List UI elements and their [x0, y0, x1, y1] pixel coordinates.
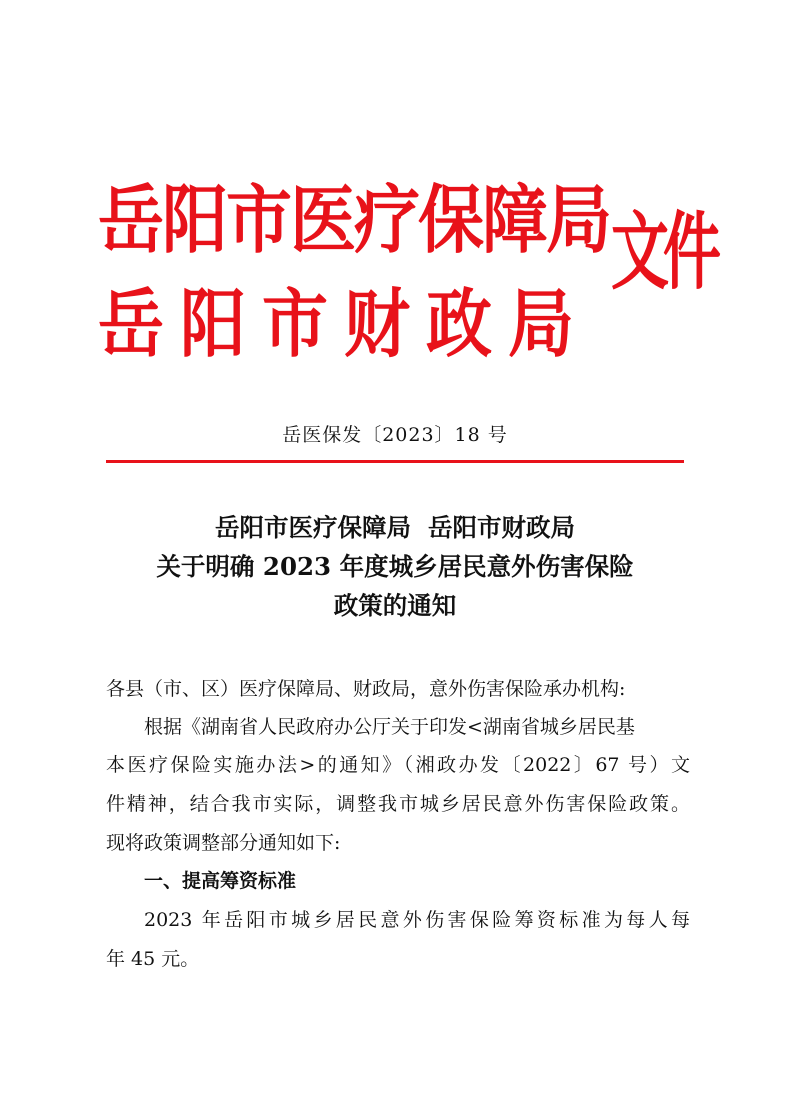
paragraph-1-line-1: 根据《湖南省人民政府办公厅关于印发<湖南省城乡居民基 — [144, 716, 635, 738]
document-title — [0, 508, 790, 625]
issuing-org-1: 岳阳市医疗保障局 — [98, 176, 610, 264]
title-line-2: 关于明确 2023 年度城乡居民意外伤害保险 — [156, 552, 634, 581]
section-1-line-1: 2023 年岳阳市城乡居民意外伤害保险筹资标准为每人每 — [144, 909, 690, 931]
issuing-org-2: 岳阳市财政局 — [98, 280, 590, 368]
paragraph-1-line-2: 本医疗保险实施办法>的通知》（湘政办发〔2022〕67 号）文 — [106, 754, 690, 776]
addressee: 各县（市、区）医疗保障局、财政局，意外伤害保险承办机构: — [106, 678, 626, 700]
document-suffix: 文件 — [611, 202, 716, 302]
paragraph-1-line-4: 现将政策调整部分通知如下: — [106, 832, 341, 854]
paragraph-1-line-3: 件精神，结合我市实际，调整我市城乡居民意外伤害保险政策。 — [106, 793, 690, 815]
red-divider — [106, 460, 684, 463]
document-number: 岳医保发〔2023〕18 号 — [282, 424, 508, 446]
title-line-1: 岳阳市医疗保障局 岳阳市财政局 — [214, 513, 576, 542]
section-1-heading: 一、提高筹资标准 — [144, 870, 297, 892]
title-line-3: 政策的通知 — [333, 591, 457, 620]
section-1-line-2: 年 45 元。 — [106, 948, 200, 970]
